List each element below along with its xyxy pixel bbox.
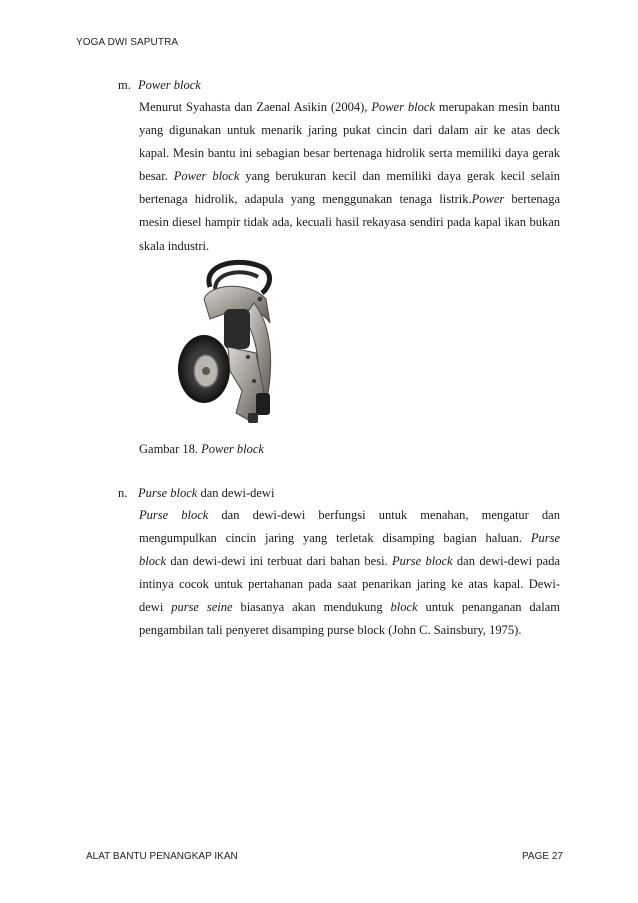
line-text: pengambilan tali penyeret disamping purse block (John C. Sainsbury, 1975).	[139, 623, 522, 638]
paragraph-line	[139, 188, 560, 211]
italic-term: Power block	[173, 169, 240, 184]
line-text: bertenaga	[504, 192, 560, 207]
line-text: Menurut Syahasta dan Zaenal Asikin (2004),	[139, 100, 372, 114]
paragraph-line	[139, 550, 560, 573]
paragraph-line	[139, 504, 560, 527]
paragraph-line	[139, 596, 560, 619]
paragraph-line	[139, 527, 560, 550]
line-text: dan dewi-dewi pada	[452, 554, 561, 569]
paragraph-line	[139, 165, 560, 188]
section-n-marker: n.	[118, 486, 128, 500]
italic-term: Purse block	[139, 508, 209, 522]
page-header-author: YOGA DWI SAPUTRA	[76, 37, 179, 48]
section-m-paragraph	[139, 96, 560, 258]
power-block-figure	[170, 253, 282, 429]
line-text: dewi	[139, 600, 172, 615]
section-m-title: Power block	[138, 78, 201, 92]
paragraph-line	[139, 619, 560, 642]
italic-term: Power	[471, 192, 505, 207]
paragraph-line	[139, 119, 560, 142]
line-text: besar.	[139, 169, 174, 184]
paragraph-line	[139, 96, 560, 119]
line-text: mesin diesel hampir tidak ada, kecuali hasil rekayasa sendiri pada kapal ikan bukan	[139, 215, 560, 230]
line-text: bertenaga hidrolik, adapula yang menggunakan tenaga listrik.	[139, 192, 472, 207]
line-text: dan dewi-dewi berfungsi untuk menahan, mengatur dan	[208, 508, 560, 522]
italic-term: block	[390, 600, 418, 615]
figure-caption	[139, 442, 264, 457]
line-text: biasanya akan mendukung	[232, 600, 391, 615]
page-footer-page-number: PAGE 27	[522, 851, 563, 862]
power-block-machine-photo-icon	[170, 253, 282, 429]
italic-term: block	[139, 554, 167, 569]
paragraph-line	[139, 142, 560, 165]
line-text: kapal. Mesin bantu ini sebagian besar bertenaga hidrolik serta memiliki daya gerak	[139, 146, 560, 161]
line-text: yang digunakan untuk menarik jaring pukat cincin dari dalam air ke atas deck	[139, 123, 560, 138]
paragraph-line	[139, 573, 560, 596]
line-text: yang berukuran kecil dan memiliki daya gerak kecil selain	[239, 169, 560, 184]
figure-caption-prefix: Gambar 18.	[139, 442, 202, 456]
section-m-marker: m.	[118, 78, 131, 92]
line-text: skala industri.	[139, 238, 210, 253]
figure-caption-title: Power block	[201, 442, 264, 456]
section-n-title-italic: Purse block	[138, 486, 198, 500]
section-m-heading	[118, 78, 201, 93]
line-text: dan dewi-dewi ini terbuat dari bahan besi.	[166, 554, 393, 569]
section-n-paragraph	[139, 504, 560, 643]
line-text: merupakan mesin bantu	[434, 100, 560, 114]
line-text: untuk penanganan dalam	[417, 600, 560, 615]
italic-term: Purse	[530, 531, 560, 546]
section-n-heading	[118, 486, 274, 501]
italic-term: purse seine	[171, 600, 233, 615]
page-footer-title: ALAT BANTU PENANGKAP IKAN	[86, 851, 238, 862]
section-n-title-rest: dan dewi-dewi	[197, 486, 275, 500]
italic-term: Purse block	[392, 554, 453, 569]
line-text: mengumpulkan cincin jaring yang terletak disamping bagian haluan.	[139, 531, 531, 546]
paragraph-line	[139, 211, 560, 234]
italic-term: Power block	[371, 100, 435, 114]
line-text: intinya cocok untuk pertahanan pada saat penarikan jaring ke atas kapal. Dewi-	[139, 577, 560, 592]
